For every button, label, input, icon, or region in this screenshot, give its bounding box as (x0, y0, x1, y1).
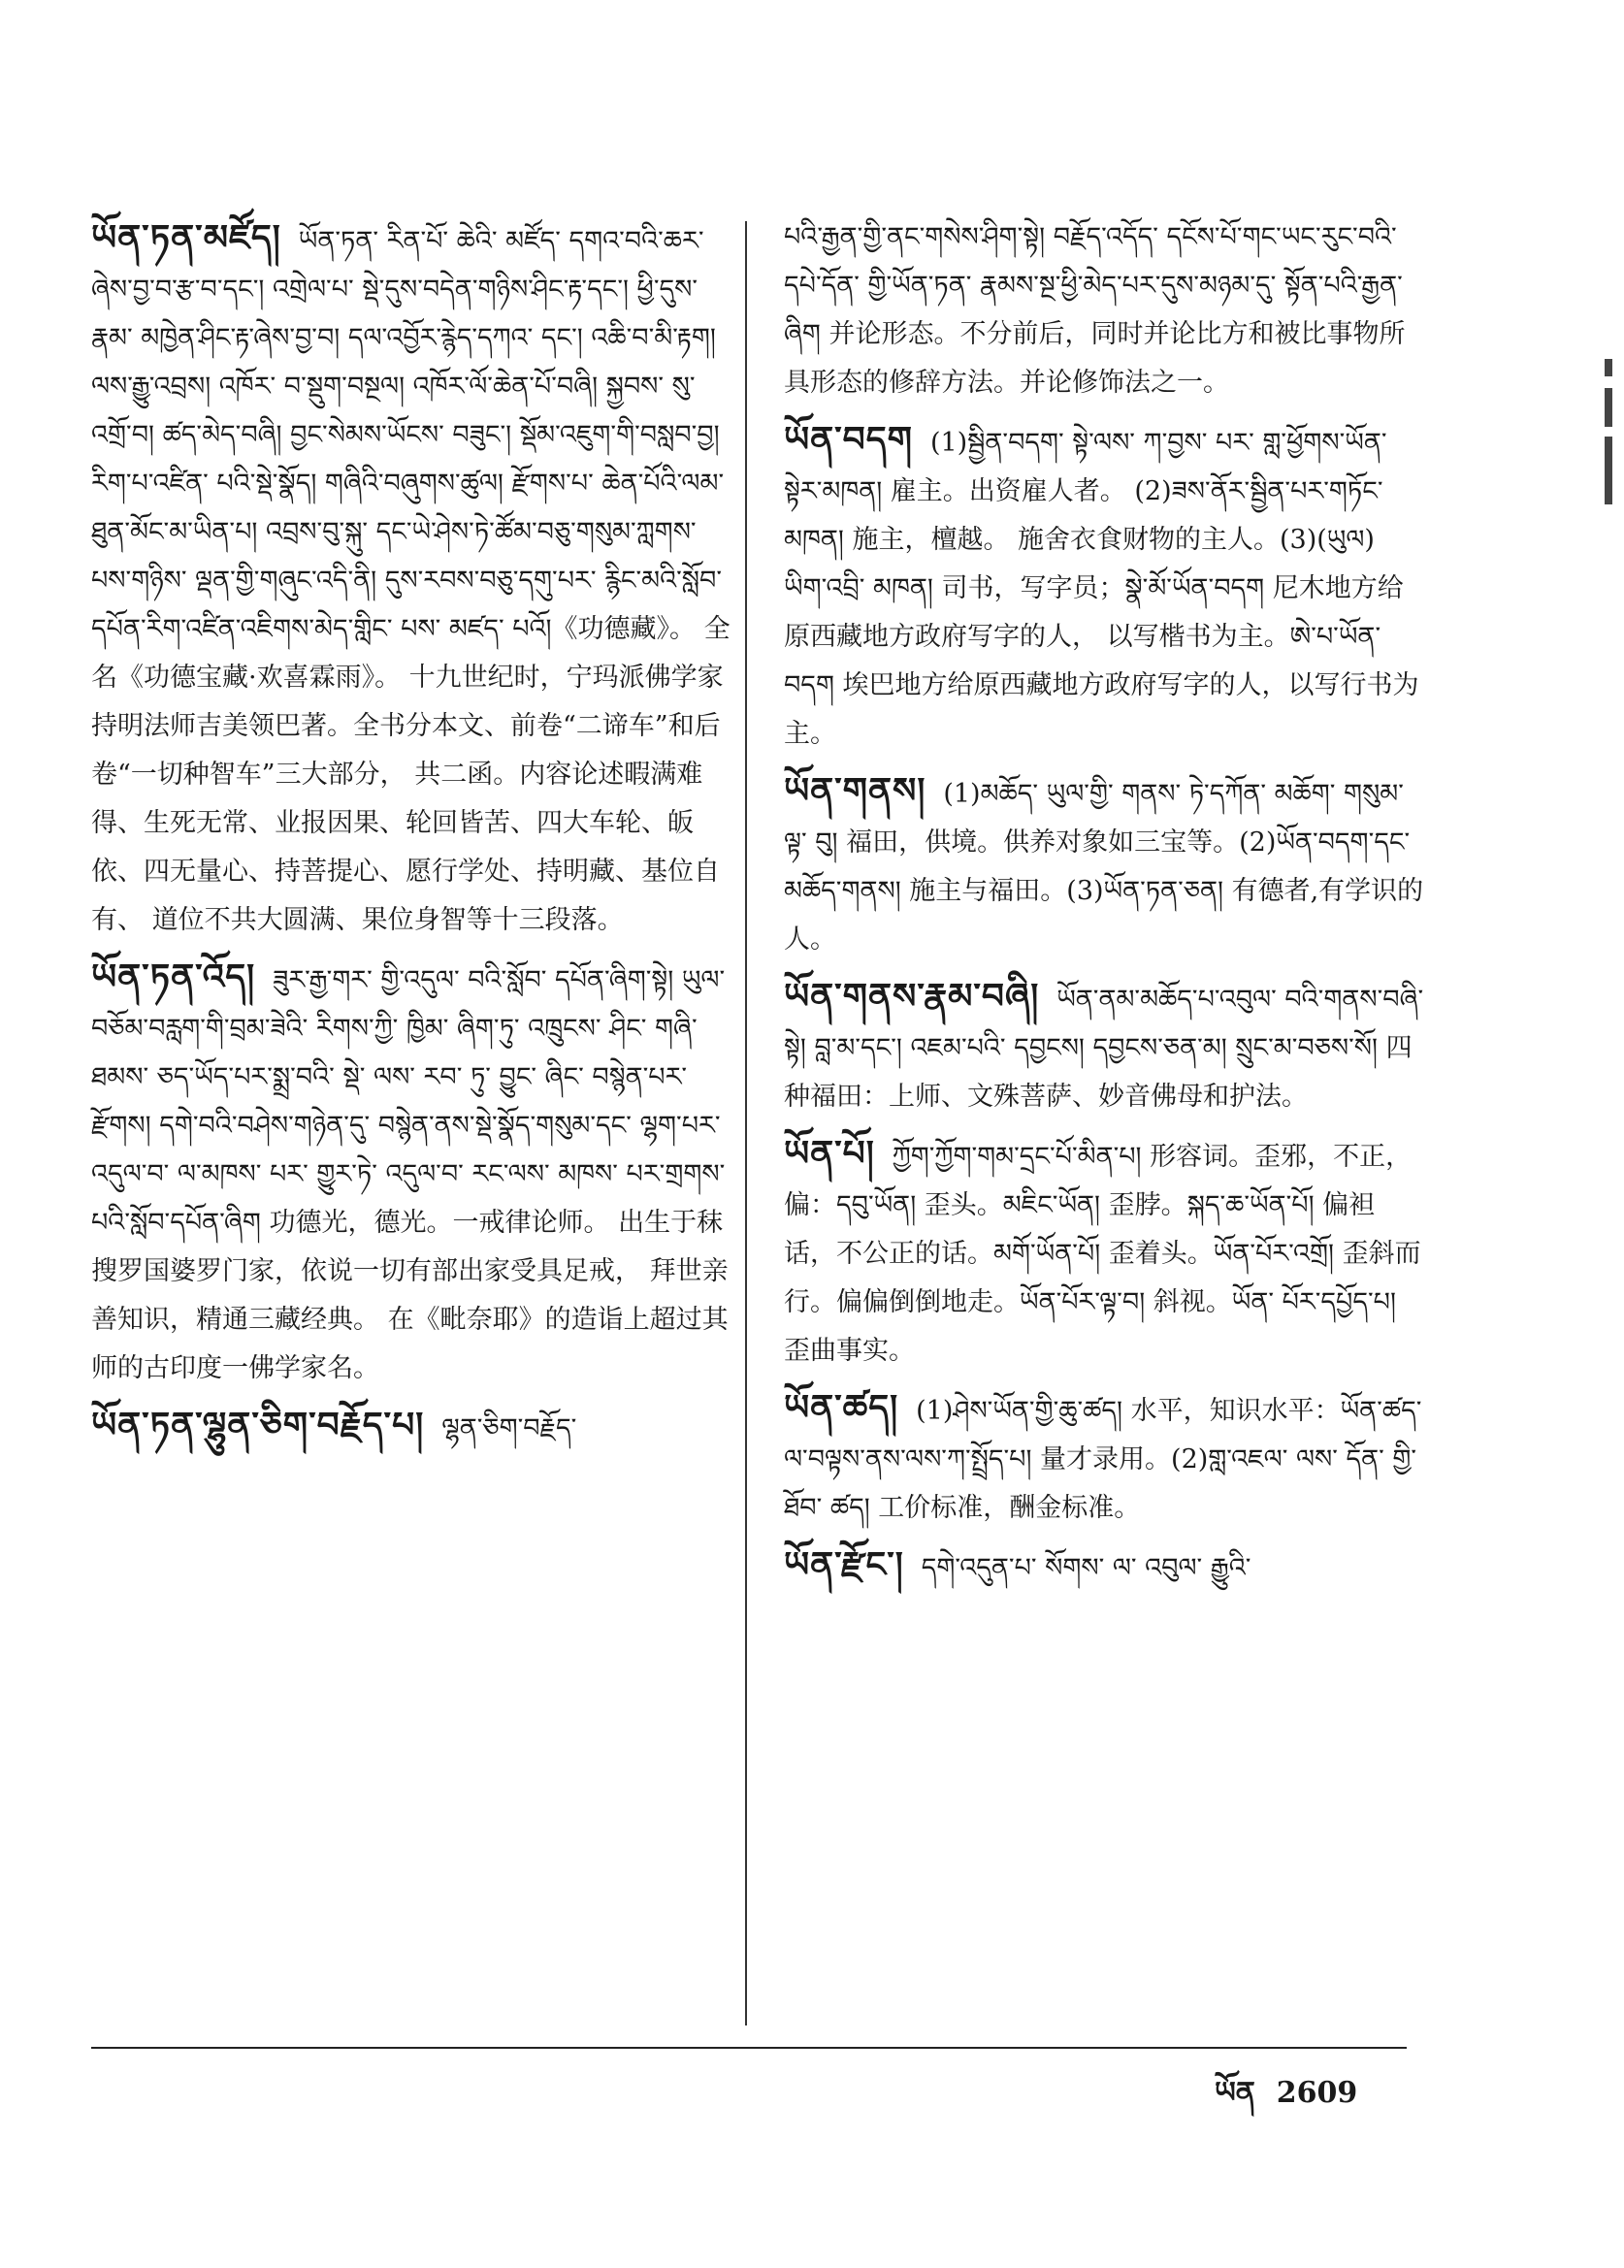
entry-text: (1)ཤེས་ཡོན་གྱི་ཆུ་ཚད། 水平，知识水平：ཡོན་ཚད་ལ་བལྟས་ནས་ལས་ཀ་སྤྲོད་པ། 量才录用。(2)གླ་འཇལ་ ལས་ དོན་ གྱི་ ཐོབ་ ཚད། 工价标准，酬金标准。 (784, 1396, 1422, 1523)
entry-text: (1)སྦྱིན་བདག་ སྟེ་ལས་ ཀ་བྱས་ པར་ གླ་ཕྱོགས་ཡོན་སྟེར་མཁན། 雇主。出资雇人者。 (2)ཟས་ནོར་སྦྱིན་པར་གཏོང་མཁན། 施主，檀越。 施舍衣食财物的主人。(3)(ཡུལ) ཡིག་འབྲི་ མཁན། 司书，写字员；སྣེ་མོ་ཡོན་བདག 尼木地方给原西藏地方政府写字的人， 以写楷书为主。ཨེ་པ་ཡོན་ བདག 埃巴地方给原西藏地方政府写字的人，以写行书为主。 (784, 428, 1419, 749)
entry-headword: ཡོན་ཚད། (784, 1387, 899, 1428)
dictionary-entry (91, 1401, 731, 1453)
entry-headword: ཡོན་གནས་རྣམ་བཞི། (784, 976, 1040, 1017)
dictionary-entry (784, 972, 1424, 1121)
entry-headword: ཡོན་ཏན་འོད། (91, 956, 256, 997)
dictionary-entry (784, 766, 1424, 964)
entry-text: ཡོན་ཏན་ རིན་པོ་ ཆེའི་ མཛོད་ དགའ་བའི་ཆར་ཞེས་བྱ་བ་རྩ་བ་དང་། འགྲེལ་པ་ སྡེ་དུས་བདེན་གཉིས་ཤིང་རྟ་དང་། ཕྱི་དུས་རྣམ་ མཁྱེན་ཤིང་རྟ་ཞེས་བྱ་བ། དལ་འབྱོར་རྙེད་དཀའ་ དང་། འཆི་བ་མི་རྟག། ལས་རྒྱུ་འབྲས། འཁོར་ བ་སྡུག་བསྔལ། འཁོར་ལོ་ཆེན་པོ་བཞི། སྐྱབས་ སུ་འགྲོ་བ། ཚད་མེད་བཞི། བྱང་སེམས་ཡོངས་ བཟུང་། སྡོམ་འཇུག་གི་བསླབ་བྱ། རིག་པ་འཛིན་ པའི་སྡེ་སྣོད། གཞིའི་བཞུགས་ཚུལ། རྫོགས་པ་ ཆེན་པོའི་ལམ་ཐུན་མོང་མ་ཡིན་པ། འབྲས་བུ་སྐུ་ དང་ཡེ་ཤེས་ཏེ་ཚོམ་བཅུ་གསུམ་ཀླགས་པས་གཉིས་ ལྡན་གྱི་གཞུང་འདི་ནི། དུས་རབས་བཅུ་དགུ་པར་ རྙིང་མའི་སློབ་དཔོན་རིག་འཛིན་འཇིགས་མེད་གླིང་ པས་ མཛད་ པའོ།《功德藏》。 全名《功德宝藏·欢喜霖雨》。 十九世纪时，宁玛派佛学家持明法师吉美领巴著。全书分本文、前卷“二谛车”和后卷“一切种智车”三大部分， 共二函。内容论述暇满难得、生死无常、业报因果、轮回皆苦、四大车轮、皈依、四无量心、持菩提心、愿行学处、持明藏、基位自有、 道位不共大圆满、果位身智等十三段落。 (91, 226, 731, 935)
entry-text: ལྷན་ཅིག་བརྗོད་ (441, 1413, 577, 1443)
entry-headword: ཡོན་རྫོང་། (784, 1544, 904, 1585)
column-divider (745, 221, 747, 2025)
dictionary-entry (91, 213, 731, 945)
entry-text: (1)མཆོད་ ཡུལ་གྱི་ གནས་ ཏེ་དཀོན་ མཆོག་ གསུམ་ ལྟ་ བུ། 福田，供境。供养对象如三宝等。(2)ཡོན་བདག་དང་མཆོད་གནས། 施主与福田。(3)ཡོན་ཏན་ཅན། 有德者,有学识的人。 (784, 779, 1424, 955)
footer-rule (91, 2047, 1407, 2049)
scan-edge-mark (1605, 388, 1612, 427)
page-number: 2609 (1276, 2076, 1358, 2110)
entry-text: ཟུར་རྒྱ་གར་ གྱི་འདུལ་ བའི་སློབ་ དཔོན་ཞིག་སྟེ། ཡུལ་བཅོམ་བརླག་གི་བྲམ་ཟེའི་ རིགས་ཀྱི་ ཁྱིམ་ ཞིག་ཏུ་ འཁྲུངས་ ཤིང་ གཞི་ ཐམས་ ཅད་ཡོད་པར་སྨྲ་བའི་ སྡེ་ ལས་ རབ་ ཏུ་ བྱུང་ ཞིང་ བསྙེན་པར་རྫོགས། དགེ་བའི་བཤེས་གཉེན་དུ་ བསྙེན་ནས་སྡེ་སྣོད་གསུམ་དང་ ལྷག་པར་ འདུལ་བ་ ལ་མཁས་ པར་ གྱུར་ཏེ་ འདུལ་བ་ རང་ལས་ མཁས་ པར་གྲགས་པའི་སློབ་དཔོན་ཞིག 功德光，德光。一戒律论师。 出生于秣搜罗国婆罗门家，依说一切有部出家受具足戒， 拜世亲善知识，精通三藏经典。 在《毗奈耶》的造诣上超过其师的古印度一佛学家名。 (91, 965, 729, 1383)
entry-text: ཀྱོག་ཀྱོག་གམ་དྲང་པོ་མིན་པ། 形容词。歪邪，不正，偏：དབུ་ཡོན། 歪头。མཇིང་ཡོན། 歪脖。སྐད་ཆ་ཡོན་པོ། 偏袒话，不公正的话。མགོ་ཡོན་པོ། 歪着头。ཡོན་པོར་འགྲོ། 歪斜而行。偏偏倒倒地走。ཡོན་པོར་ལྟ་བ། 斜视。ཡོན་ པོར་དཔྱོད་པ། 歪曲事实。 (784, 1142, 1421, 1366)
entry-headword: ཡོན་གནས། (784, 770, 926, 811)
left-column (91, 213, 731, 1461)
dictionary-entry-continued (784, 213, 1424, 407)
entry-headword: ཡོན་ཏན་ལྷུན་ཅིག་བརྗོད་པ། (91, 1405, 425, 1445)
entry-headword: ཡོན་པོ། (784, 1133, 875, 1174)
dictionary-entry (91, 953, 731, 1393)
scan-edge-mark (1605, 359, 1612, 376)
entry-text: པའི་རྒྱན་གྱི་ནང་གསེས་ཤིག་སྟེ། བརྗོད་འདོད་ དངོས་པོ་གང་ཡང་རུང་བའི་དཔེ་དོན་ གྱི་ཡོན་ཏན་ རྣམས་སྔ་ཕྱི་མེད་པར་དུས་མཉམ་དུ་ སྟོན་པའི་རྒྱན་ ཞིག 并论形态。不分前后，同时并论比方和被比事物所具形态的修辞方法。并论修饰法之一。 (784, 222, 1406, 398)
dictionary-entry (784, 1540, 1424, 1593)
running-head: ཡོན (1215, 2076, 1255, 2110)
entry-headword: ཡོན་ཏན་མཛོད། (91, 217, 281, 258)
entry-headword: ཡོན་བདག (784, 419, 913, 460)
dictionary-entry (784, 1129, 1424, 1376)
right-column (784, 213, 1424, 1601)
dictionary-entry (784, 1383, 1424, 1533)
dictionary-entry (784, 415, 1424, 759)
entry-text: ཡོན་ནམ་མཆོད་པ་འབུལ་ བའི་གནས་བཞི་སྟེ། བླ་མ་དང་། འཇམ་པའི་ དབྱངས། དབྱངས་ཅན་མ། སྲུང་མ་བཅས་སོ། 四种福田：上师、文殊菩萨、妙音佛母和护法。 (784, 985, 1424, 1112)
page-footer (1193, 2060, 1357, 2142)
entry-text: དགེ་འདུན་པ་ སོགས་ ལ་ འབུལ་ རྒྱུའི་ (921, 1553, 1251, 1583)
scan-edge-mark (1605, 437, 1612, 504)
